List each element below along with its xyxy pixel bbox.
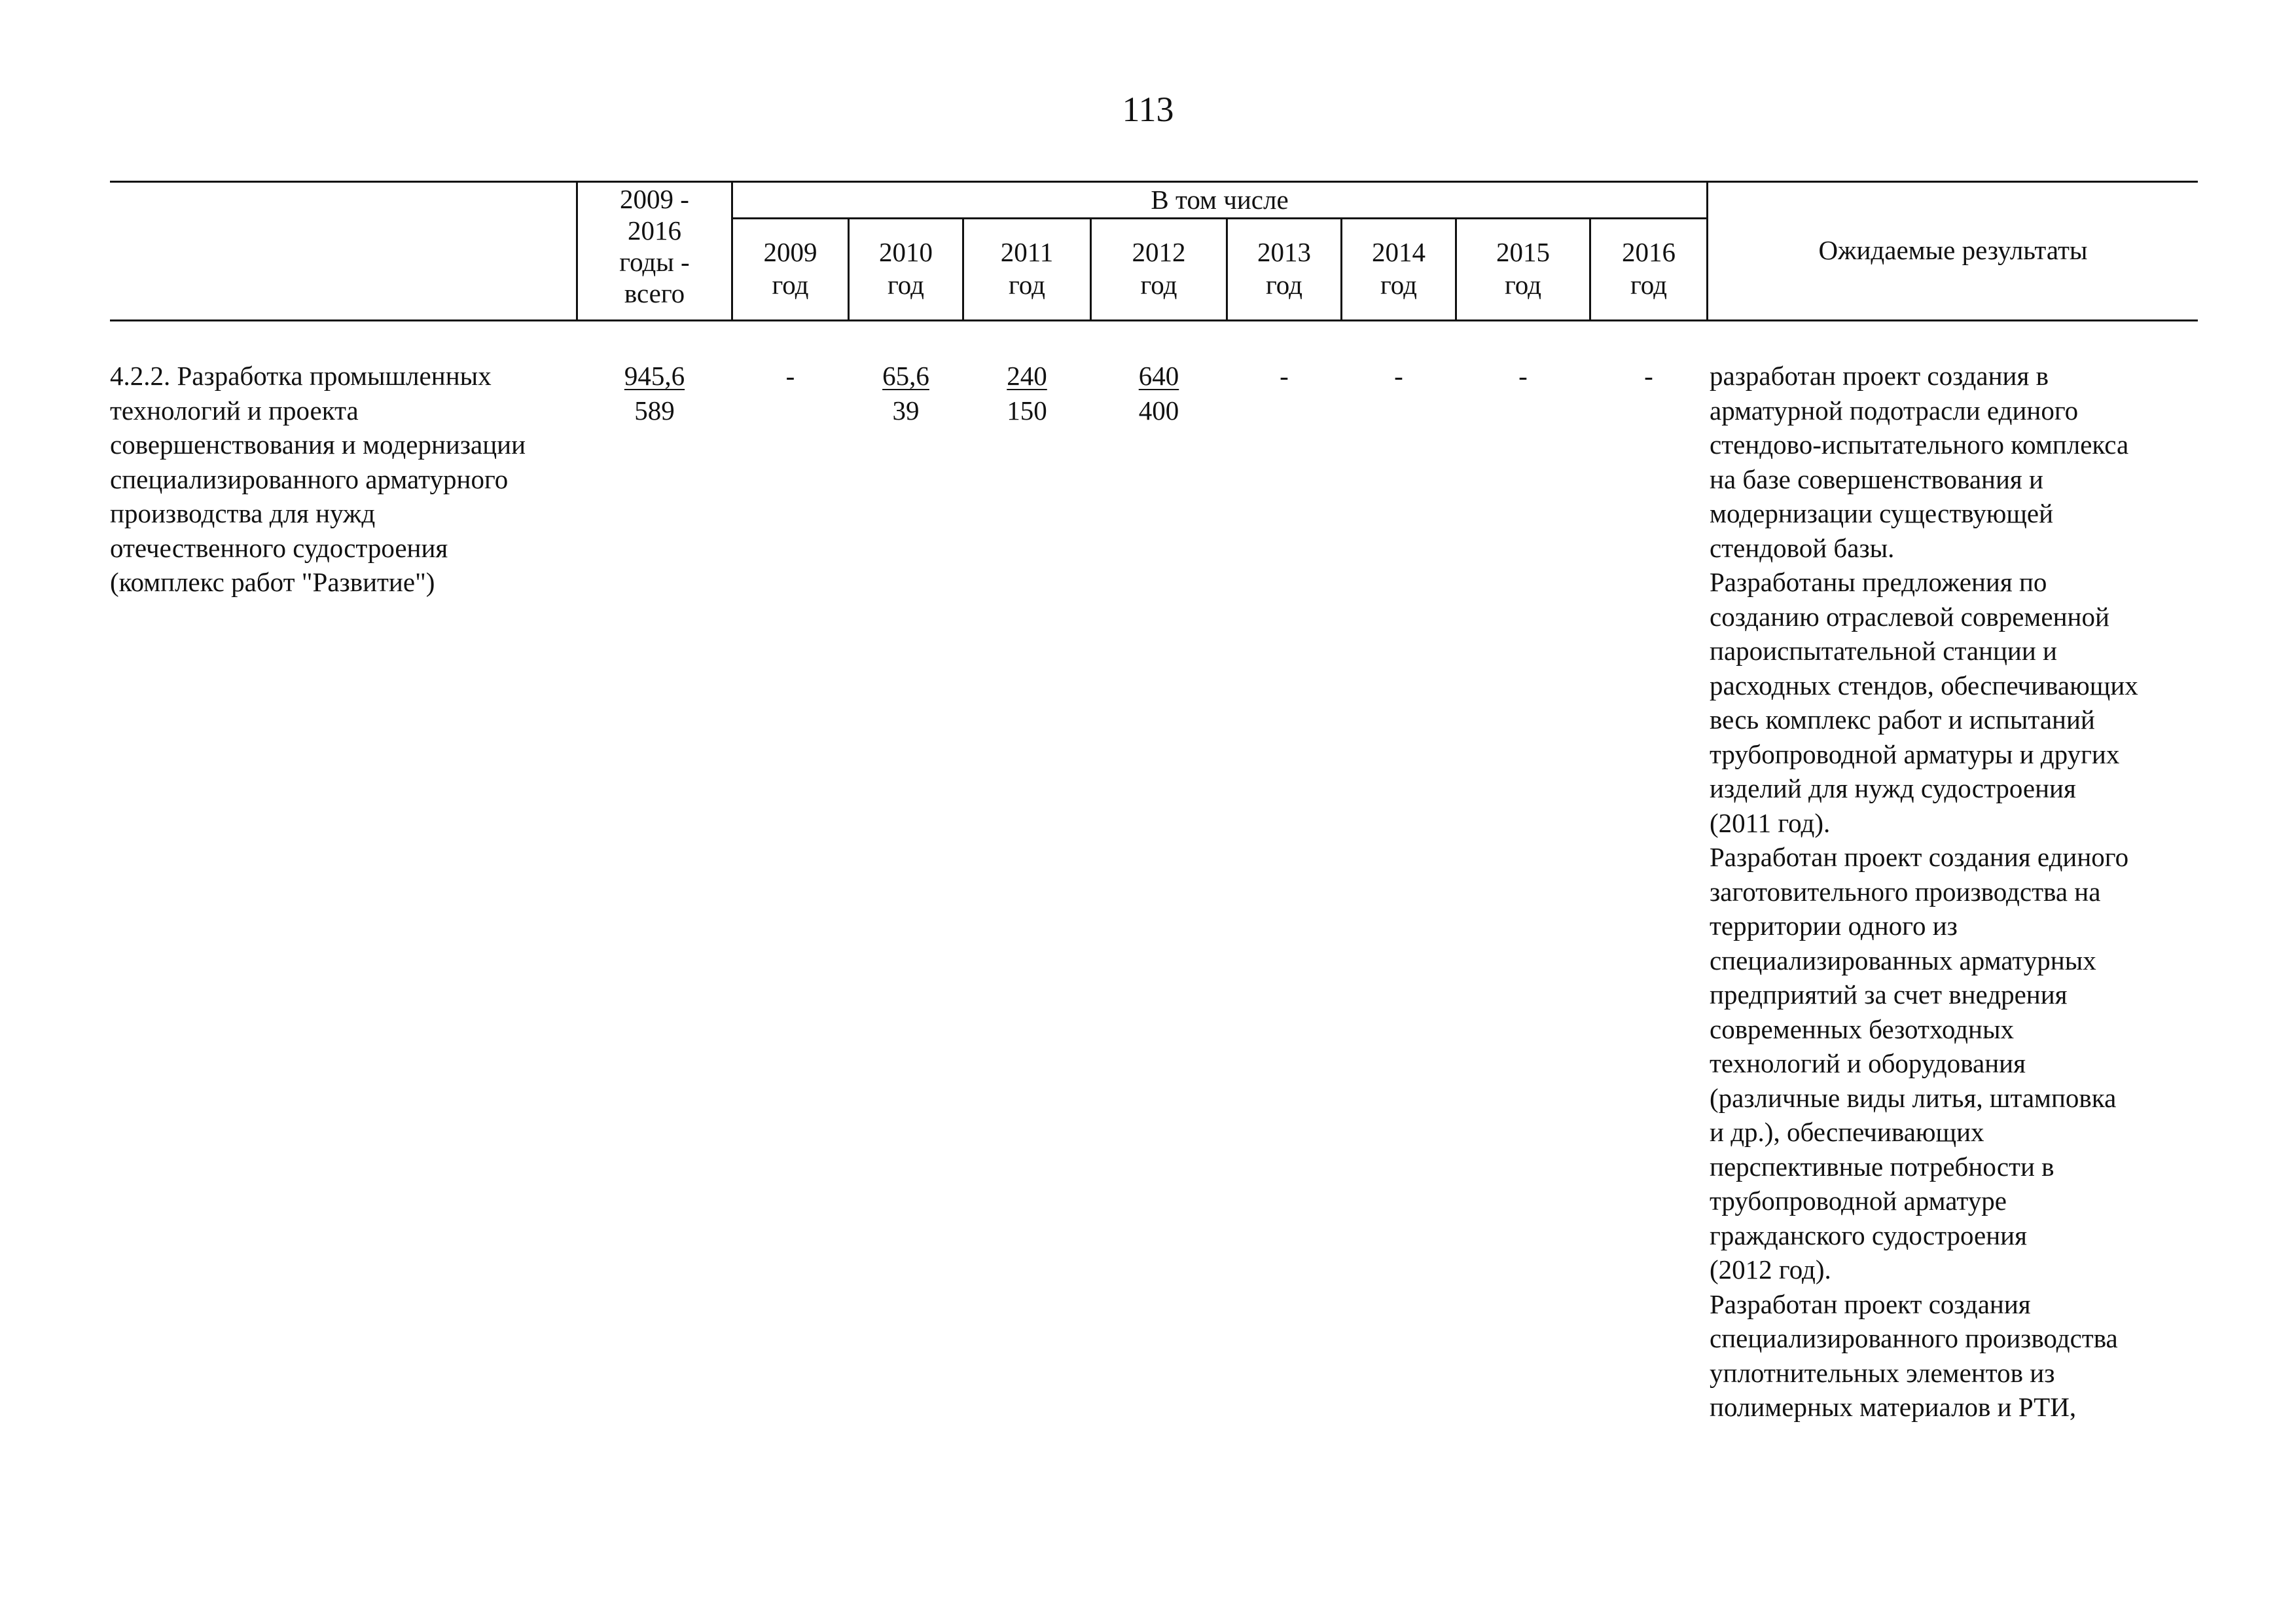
cell-value-top: -: [785, 361, 795, 391]
cell-value-top: 240: [1007, 361, 1047, 391]
cell-value-top: -: [1394, 361, 1403, 391]
table-top-rule: [110, 181, 2198, 183]
header-year-2009: 2009 год: [763, 237, 817, 300]
header-group-label: В том числе: [1151, 185, 1289, 215]
row-expected-results: разработан проект создания в арматурной подотрасли единого стендово-испытательного комплекса на базе совершенствования и модернизации существующей стендовой базы. Разработаны предложения по созданию отраслевой современной пароиспытательной станции и расходных стендов, обеспечивающих весь комплекс работ и испытаний трубопроводной арматуры и других изделий для нужд судостроения (2011 год). Разработан проект создания единого заготовительного производства на территории одного из специализированных арматурных предприятий за счет внедрения современных безотходных технологий и оборудования (различные виды литья, штамповка и др.), обеспечивающих перспективные потребности в трубопроводной арматуре гражданского судостроения (2012 год). Разработан проект создания специализированного производства уплотнительных элементов из полимерных материалов и РТИ,: [1710, 361, 2138, 1422]
header-year-2014: 2014 год: [1372, 237, 1426, 300]
cell-value-top: 640: [1138, 361, 1179, 391]
header-total-column: 2009 - 2016 годы - всего: [619, 184, 690, 308]
cell-value-top: 945,6: [624, 361, 685, 391]
header-year-2013: 2013 год: [1257, 237, 1311, 300]
cell-value-bottom: 39: [892, 395, 920, 426]
header-bottom-rule: [110, 319, 2198, 321]
cell-2010: [850, 359, 962, 428]
cell-2016: [1591, 359, 1706, 393]
cell-2015: [1457, 359, 1589, 393]
header-year-2016: 2016 год: [1622, 237, 1676, 300]
cell-value-top: -: [1518, 361, 1528, 391]
cell-value-bottom: 589: [634, 395, 675, 426]
cell-2014: [1342, 359, 1455, 393]
header-results-column: Ожидаемые результаты: [1818, 235, 2088, 265]
cell-value-top: -: [1644, 361, 1653, 391]
page-number: 113: [1122, 90, 1174, 129]
cell-2013: [1228, 359, 1340, 393]
header-year-2010: 2010 год: [879, 237, 933, 300]
cell-2009: [733, 359, 848, 393]
subheader-rule: [731, 217, 1706, 219]
header-year-2015: 2015 год: [1496, 237, 1550, 300]
cell-2011: [964, 359, 1090, 428]
cell-value-top: -: [1280, 361, 1289, 391]
cell-value-top: 65,6: [882, 361, 929, 391]
header-year-2012: 2012 год: [1132, 237, 1186, 300]
cell-2012: [1092, 359, 1226, 428]
header-year-2011: 2011 год: [1000, 237, 1054, 300]
cell-value-bottom: 400: [1138, 395, 1179, 426]
cell-value-bottom: 150: [1007, 395, 1047, 426]
cell-total: [578, 359, 731, 428]
row-description: 4.2.2. Разработка промышленных технологий и проекта совершенствования и модернизации специализированного арматурного производства для нужд отечественного судостроения (комплекс работ "Развитие"): [110, 361, 526, 597]
